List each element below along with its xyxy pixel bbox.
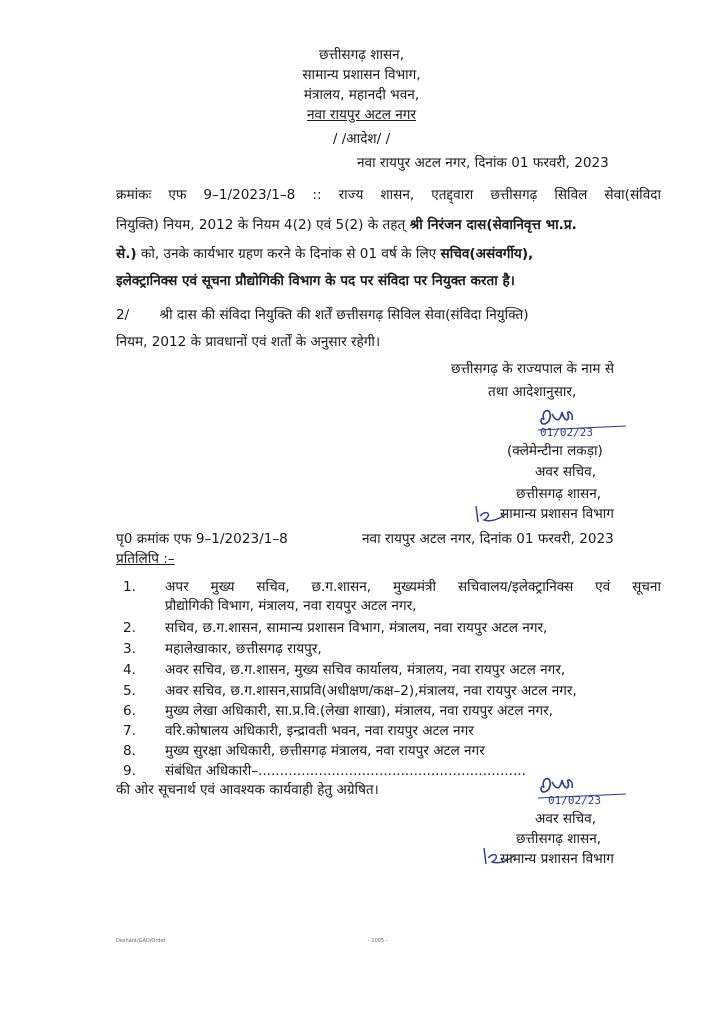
copy-item-cont: प्रौद्योगिकी विभाग, मंत्रालय, नवा रायपुर अटल नगर,	[165, 598, 417, 614]
authority-line-1: छत्तीसगढ़ के राज्यपाल के नाम से	[451, 361, 615, 377]
signature-1-date: 01/02/23	[540, 426, 593, 439]
copy-to-label: प्रतिलिपि :–	[116, 551, 175, 567]
date-line: नवा रायपुर अटल नगर, दिनांक 01 फरवरी, 2023	[357, 155, 609, 171]
signatory-2-designation: अवर सचिव,	[535, 811, 597, 827]
copy-item-number: 7.	[123, 723, 136, 739]
header-line-3: मंत्रालय, महानदी भवन,	[303, 87, 420, 103]
copy-item: मुख्य लेखा अधिकारी, सा.प्र.वि.(लेखा शाखा), मंत्रालय, नवा रायपुर अटल नगर,	[165, 703, 553, 719]
copy-item-number: 9.	[123, 763, 136, 779]
copy-item-number: 8.	[123, 743, 136, 759]
para1-line-4: इलेक्ट्रानिक्स एवं सूचना प्रौद्योगिकी विभाग के पद पर संविदा पर नियुक्त करता है।	[116, 273, 515, 289]
footer-page-number: - 1005 -	[368, 938, 388, 944]
order-title: / /आदेश/ /	[332, 131, 391, 147]
para1-line-2	[116, 216, 661, 234]
signatory-1-designation: अवर सचिव,	[535, 464, 597, 480]
header-line-1: छत्तीसगढ़ शासन,	[318, 47, 405, 63]
forward-line: की ओर सूचनार्थ एवं आवश्यक कार्यवाही हेतु अग्रेषित।	[116, 782, 379, 798]
header-line-2: सामान्य प्रशासन विभाग,	[302, 67, 421, 83]
signatory-1-office-1: छत्तीसगढ़ शासन,	[516, 486, 602, 502]
para1-line-1: क्रमांकः एफ 9–1/2023/1–8 :: राज्य शासन, एतद्द्वारा छत्तीसगढ़ सिविल सेवा(संविदा	[116, 187, 661, 203]
copy-item: मुख्य सुरक्षा अधिकारी, छत्तीसगढ़ मंत्रालय, नवा रायपुर अटल नगर	[165, 743, 485, 759]
copy-item: अपर मुख्य सचिव, छ.ग.शासन, मुख्यमंत्री सचिवालय/इलेक्ट्रानिक्स एवं सूचना	[165, 579, 661, 595]
appointee-post: सचिव(असंवर्गीय),	[440, 246, 534, 262]
authority-line-2: तथा आदेशानुसार,	[488, 384, 577, 400]
signatory-1-name: (क्लेमेन्टीना लकड़ा)	[507, 443, 603, 459]
copy-item-number: 3.	[123, 641, 136, 657]
copy-item: अवर सचिव, छ.ग.शासन, मुख्य सचिव कार्यालय, मंत्रालय, नवा रायपुर अटल नगर,	[165, 662, 566, 678]
para1-line-3	[116, 245, 661, 263]
para1-line-2a: नियुक्ति) नियम, 2012 के नियम 4(2) एवं 5(2) के तहत्	[116, 217, 406, 233]
copy-item-number: 4.	[123, 662, 136, 678]
header-line-4: नवा रायपुर अटल नगर	[306, 107, 417, 123]
signatory-2-office-2: सामान्य प्रशासन विभाग	[500, 851, 614, 867]
para1-line-3a: से.)	[116, 246, 137, 262]
signatory-1-office-2: सामान्य प्रशासन विभाग	[500, 506, 614, 522]
copy-item: अवर सचिव, छ.ग.शासन,साप्रवि(अधीक्षण/कक्ष–2),मंत्रालय, नवा रायपुर अटल नगर,	[165, 683, 577, 699]
para2-line-2: नियम, 2012 के प्रावधानों एवं शर्तों के अनुसार रहेगी।	[116, 334, 381, 350]
signatory-2-office-1: छत्तीसगढ़ शासन,	[516, 831, 602, 847]
endorsement-ref: पृ0 क्रमांक एफ 9–1/2023/1–8	[116, 531, 288, 547]
appointee-name: श्री निरंजन दास(सेवानिवृत्त भा.प्र.	[409, 217, 577, 233]
signature-2-date: 01/02/23	[548, 794, 601, 807]
endorsement-date: नवा रायपुर अटल नगर, दिनांक 01 फरवरी, 2023	[362, 531, 614, 547]
copy-item: महालेखाकार, छत्तीसगढ़ रायपुर,	[165, 641, 322, 657]
para2-line-1: 2/ श्री दास की संविदा नियुक्ति की शर्तें छत्तीसगढ़ सिविल सेवा(संविदा नियुक्ति)	[116, 307, 529, 323]
copy-item-number: 6.	[123, 703, 136, 719]
copy-item-number: 5.	[123, 683, 136, 699]
copy-item-number: 2.	[123, 620, 136, 636]
copy-item: संबंधित अधिकारी–..............................................................	[165, 763, 526, 779]
para1-line-3b: को, उनके कार्यभार ग्रहण करने के दिनांक से 01 वर्ष के लिए	[140, 246, 437, 262]
copy-item-number: 1.	[123, 579, 136, 595]
copy-item: सचिव, छ.ग.शासन, सामान्य प्रशासन विभाग, मंत्रालय, नवा रायपुर अटल नगर,	[165, 620, 548, 636]
copy-item: वरि.कोषालय अधिकारी, इन्द्रावती भवन, नवा रायपुर अटल नगर	[165, 723, 474, 739]
footer-file-ref: Deshant/GAD/Order	[116, 938, 166, 944]
